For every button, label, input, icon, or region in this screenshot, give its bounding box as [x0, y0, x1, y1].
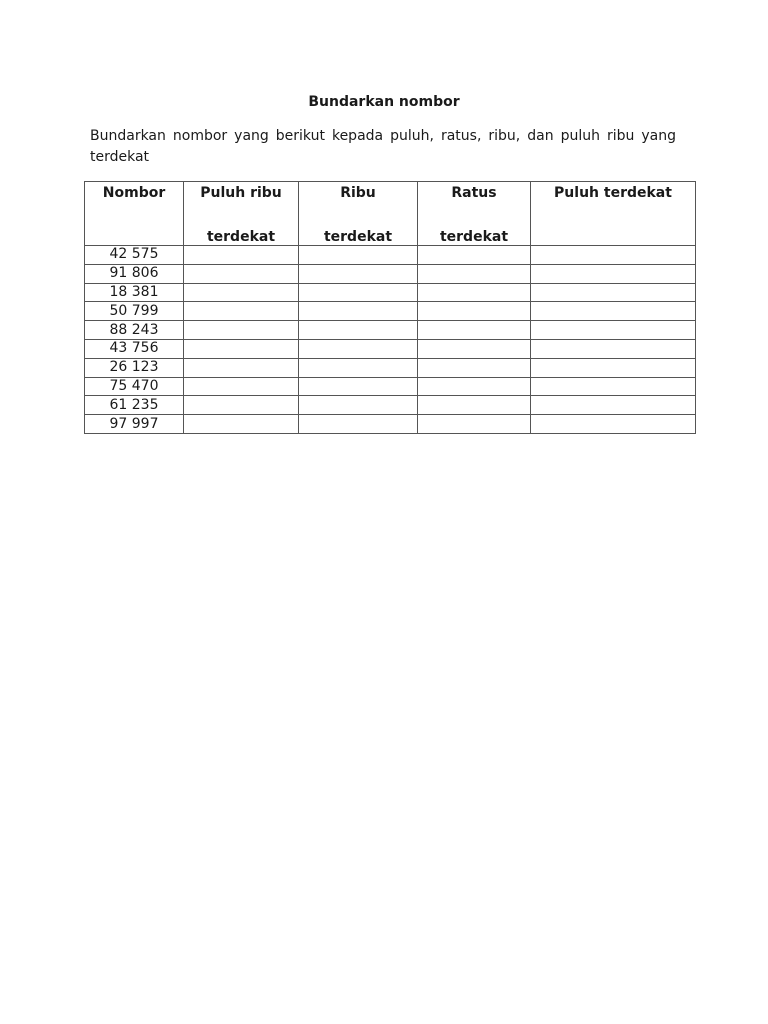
answer-cell[interactable] — [418, 246, 531, 265]
number-cell: 88 243 — [85, 321, 184, 340]
answer-cell[interactable] — [418, 302, 531, 321]
answer-cell[interactable] — [299, 396, 418, 415]
table-row — [85, 358, 696, 377]
header-label: Puluh ribu — [200, 185, 282, 201]
rounding-table — [84, 181, 696, 434]
answer-cell[interactable] — [299, 321, 418, 340]
answer-cell[interactable] — [184, 339, 299, 358]
number-cell: 26 123 — [85, 358, 184, 377]
answer-cell[interactable] — [531, 358, 696, 377]
answer-cell[interactable] — [184, 396, 299, 415]
answer-cell[interactable] — [184, 246, 299, 265]
answer-cell[interactable] — [418, 339, 531, 358]
header-ratus — [418, 182, 531, 246]
answer-cell[interactable] — [418, 283, 531, 302]
page-title: Bundarkan nombor — [308, 94, 460, 110]
answer-cell[interactable] — [184, 415, 299, 434]
header-sublabel: terdekat — [206, 229, 276, 245]
answer-cell[interactable] — [531, 264, 696, 283]
answer-cell[interactable] — [299, 302, 418, 321]
header-label: Ribu — [340, 185, 376, 201]
number-cell: 75 470 — [85, 377, 184, 396]
table-header-row — [85, 182, 696, 246]
answer-cell[interactable] — [299, 339, 418, 358]
header-puluh-terdekat — [531, 182, 696, 246]
answer-cell[interactable] — [299, 377, 418, 396]
answer-cell[interactable] — [184, 283, 299, 302]
header-sublabel: terdekat — [323, 229, 393, 245]
instructions-text: Bundarkan nombor yang berikut kepada puluh, ratus, ribu, dan puluh ribu yang terdekat — [90, 128, 676, 165]
answer-cell[interactable] — [531, 283, 696, 302]
answer-cell[interactable] — [418, 358, 531, 377]
header-sublabel: terdekat — [439, 229, 509, 245]
answer-cell[interactable] — [184, 358, 299, 377]
answer-cell[interactable] — [299, 358, 418, 377]
number-cell: 43 756 — [85, 339, 184, 358]
header-ribu — [299, 182, 418, 246]
table-row — [85, 246, 696, 265]
table-row — [85, 396, 696, 415]
number-cell: 97 997 — [85, 415, 184, 434]
answer-cell[interactable] — [418, 321, 531, 340]
answer-cell[interactable] — [418, 415, 531, 434]
answer-cell[interactable] — [418, 377, 531, 396]
answer-cell[interactable] — [299, 264, 418, 283]
answer-cell[interactable] — [531, 246, 696, 265]
table-row — [85, 377, 696, 396]
table-row — [85, 339, 696, 358]
answer-cell[interactable] — [184, 321, 299, 340]
number-cell: 91 806 — [85, 264, 184, 283]
header-nombor — [85, 182, 184, 246]
answer-cell[interactable] — [531, 415, 696, 434]
number-cell: 50 799 — [85, 302, 184, 321]
table-row — [85, 283, 696, 302]
table-row — [85, 302, 696, 321]
answer-cell[interactable] — [184, 377, 299, 396]
answer-cell[interactable] — [184, 302, 299, 321]
answer-cell[interactable] — [299, 415, 418, 434]
answer-cell[interactable] — [418, 396, 531, 415]
table-row — [85, 415, 696, 434]
header-label: Ratus — [451, 185, 497, 201]
header-label: Puluh terdekat — [554, 185, 672, 201]
number-cell: 18 381 — [85, 283, 184, 302]
answer-cell[interactable] — [531, 377, 696, 396]
answer-cell[interactable] — [184, 264, 299, 283]
answer-cell[interactable] — [299, 246, 418, 265]
answer-cell[interactable] — [531, 396, 696, 415]
table-row — [85, 321, 696, 340]
answer-cell[interactable] — [299, 283, 418, 302]
table-row — [85, 264, 696, 283]
header-puluh-ribu — [184, 182, 299, 246]
header-label: Nombor — [102, 185, 166, 201]
number-cell: 42 575 — [85, 246, 184, 265]
answer-cell[interactable] — [531, 339, 696, 358]
answer-cell[interactable] — [531, 302, 696, 321]
answer-cell[interactable] — [531, 321, 696, 340]
number-cell: 61 235 — [85, 396, 184, 415]
answer-cell[interactable] — [418, 264, 531, 283]
